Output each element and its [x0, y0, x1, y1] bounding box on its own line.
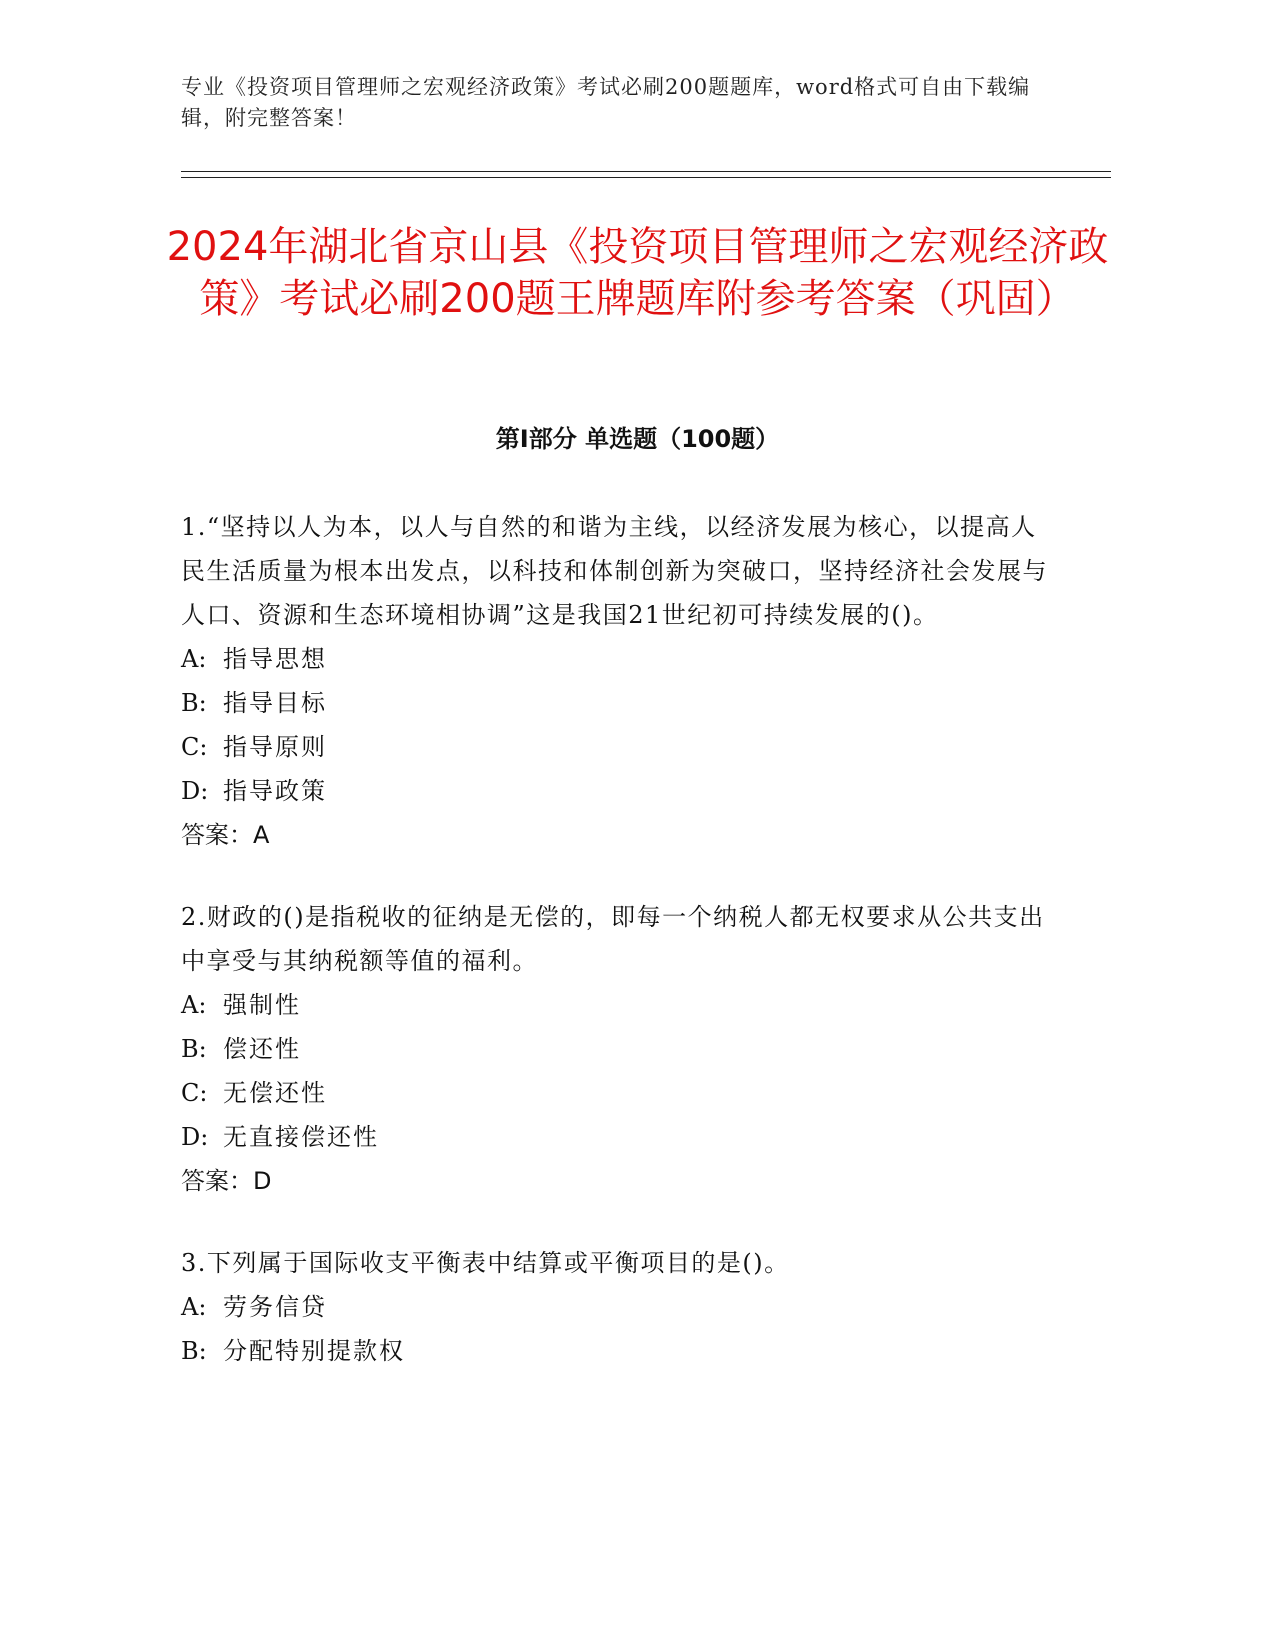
question-stem: 3.下列属于国际收支平衡表中结算或平衡项目的是()。 [181, 1249, 790, 1277]
option-text: 劳务信贷 [223, 1293, 327, 1321]
option-text: 强制性 [223, 991, 301, 1019]
option-b [181, 681, 1051, 725]
question-list [181, 505, 1051, 1411]
option-letter: D: [181, 777, 209, 805]
option-letter: A: [181, 645, 207, 673]
option-text: 指导政策 [223, 777, 327, 805]
option-d [181, 1115, 1051, 1159]
option-a [181, 1285, 1051, 1329]
header-divider [181, 171, 1111, 178]
option-text: 指导思想 [223, 645, 327, 673]
option-text: 指导目标 [223, 689, 327, 717]
answer-line: 答案：D [181, 1167, 272, 1195]
option-text: 无偿还性 [223, 1079, 327, 1107]
option-letter: C: [181, 733, 208, 761]
option-b [181, 1329, 1051, 1373]
question-3 [181, 1241, 1051, 1373]
option-b [181, 1027, 1051, 1071]
option-d [181, 769, 1051, 813]
option-text: 无直接偿还性 [223, 1123, 379, 1151]
option-text: 指导原则 [223, 733, 327, 761]
option-text: 分配特别提款权 [223, 1337, 405, 1365]
option-a [181, 637, 1051, 681]
option-letter: B: [181, 1035, 207, 1063]
option-text: 偿还性 [223, 1035, 301, 1063]
question-stem: 2.财政的()是指税收的征纳是无偿的，即每一个纳税人都无权要求从公共支出中享受与其纳税额等值的福利。 [181, 903, 1045, 975]
option-c [181, 725, 1051, 769]
question-2 [181, 895, 1051, 1203]
option-a [181, 983, 1051, 1027]
option-letter: C: [181, 1079, 208, 1107]
document-title: 2024年湖北省京山县《投资项目管理师之宏观经济政策》考试必刷200题王牌题库附参考答案（巩固） [166, 224, 1109, 322]
section-heading: 第I部分 单选题（100题） [495, 425, 780, 453]
option-letter: B: [181, 1337, 207, 1365]
question-1 [181, 505, 1051, 857]
option-c [181, 1071, 1051, 1115]
option-letter: D: [181, 1123, 209, 1151]
option-letter: A: [181, 1293, 207, 1321]
header-note: 专业《投资项目管理师之宏观经济政策》考试必刷200题题库，word格式可自由下载编辑，附完整答案！ [181, 75, 1031, 130]
question-stem: 1.“坚持以人为本，以人与自然的和谐为主线，以经济发展为核心，以提高人民生活质量为根本出发点，以科技和体制创新为突破口，坚持经济社会发展与人口、资源和生态环境相协调”这是我国21世纪初可持续发展的()。 [181, 513, 1048, 629]
option-letter: A: [181, 991, 207, 1019]
answer-line: 答案：A [181, 821, 270, 849]
option-letter: B: [181, 689, 207, 717]
